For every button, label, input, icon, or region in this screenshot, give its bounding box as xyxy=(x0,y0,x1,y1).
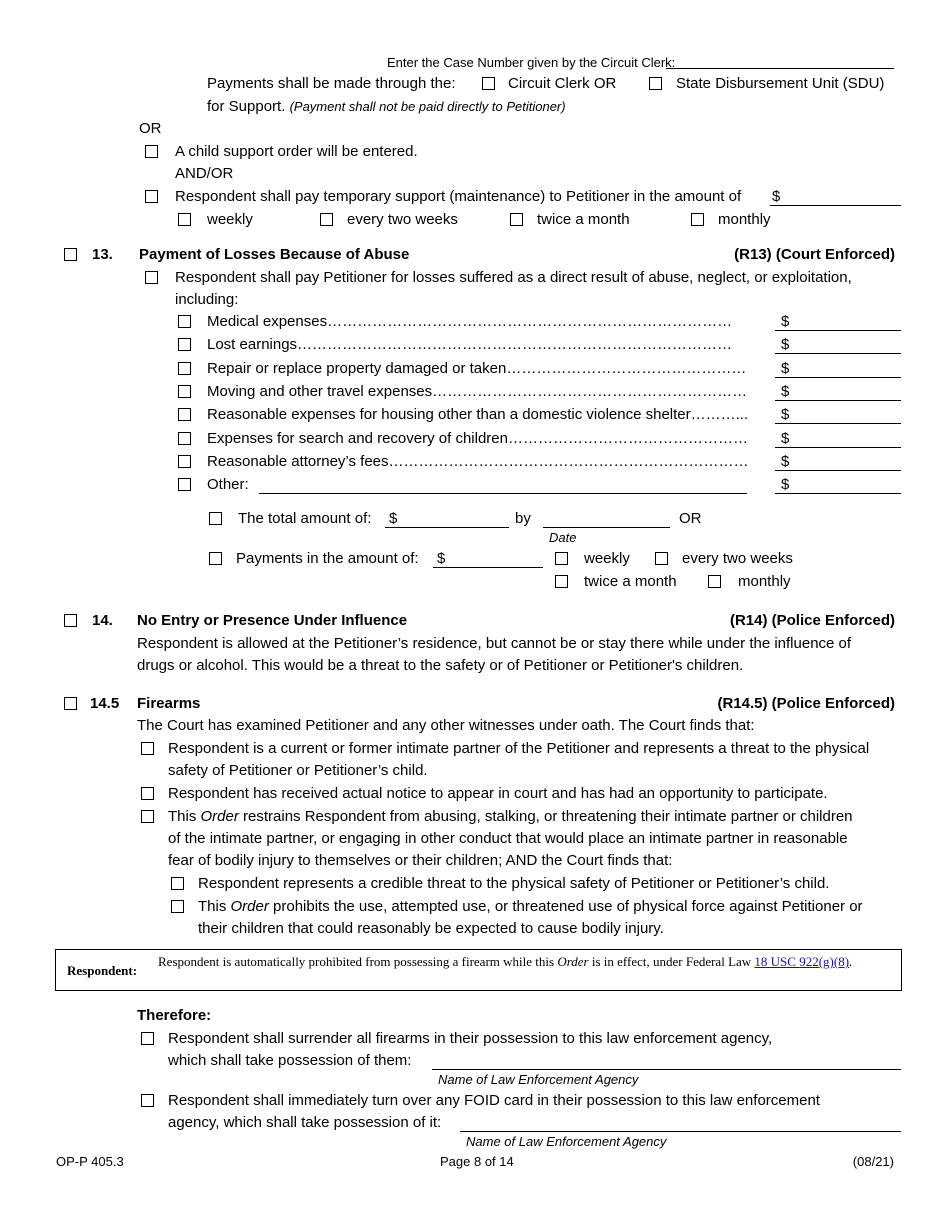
case-number-field[interactable] xyxy=(666,68,894,69)
total-or-label: OR xyxy=(679,510,702,527)
temp-monthly-label: monthly xyxy=(718,211,771,228)
loss-item-amount-field[interactable] xyxy=(775,353,901,354)
finding-5-line2: their children that could reasonably be expected to cause bodily injury. xyxy=(198,920,664,937)
loss-item-label: Lost earnings…………………………………………………………………………… xyxy=(207,336,733,353)
firearms-intro: The Court has examined Petitioner and any other witnesses under oath. The Court finds that: xyxy=(137,717,755,734)
loss-item-label: Reasonable attorney’s fees……………………………………………………………… xyxy=(207,453,749,470)
losses-intro-line1: Respondent shall pay Petitioner for losses suffered as a direct result of abuse, neglect, or exploitation, xyxy=(175,269,852,286)
finding-3-this: This xyxy=(168,808,197,825)
finding-4-checkbox[interactable] xyxy=(171,877,184,890)
section-13-tag: (R13) (Court Enforced) xyxy=(734,246,895,263)
surrender-line2: which shall take possession of them: xyxy=(168,1052,412,1069)
temp-support-amount-field[interactable] xyxy=(770,205,901,206)
circuit-clerk-label: Circuit Clerk OR xyxy=(508,75,617,92)
section-14-number: 14. xyxy=(92,612,113,629)
loss-item-dollar: $ xyxy=(781,336,790,353)
foid-line1: Respondent shall immediately turn over any FOID card in their possession to this law enforcement xyxy=(168,1092,820,1109)
loss-item-dollar: $ xyxy=(781,453,790,470)
sdu-checkbox[interactable] xyxy=(649,77,662,90)
temp-weekly-checkbox[interactable] xyxy=(178,213,191,226)
finding-5-checkbox[interactable] xyxy=(171,900,184,913)
temp-monthly-checkbox[interactable] xyxy=(691,213,704,226)
revision-date: (08/21) xyxy=(852,1154,894,1169)
payments-amount-field[interactable] xyxy=(433,567,543,568)
loss-item-dollar: $ xyxy=(781,406,790,423)
loss-item-amount-field[interactable] xyxy=(775,400,901,401)
loss-item-dollar: $ xyxy=(781,383,790,400)
temp-weekly-label: weekly xyxy=(207,211,253,228)
usc-link-part1: 18 USC xyxy=(754,954,796,969)
loss-item-amount-field[interactable] xyxy=(775,493,901,494)
loss-item-checkbox[interactable] xyxy=(178,432,191,445)
payment-note: (Payment shall not be paid directly to Petitioner) xyxy=(289,99,566,114)
child-support-text: A child support order will be entered. xyxy=(175,143,418,160)
loss-item-dollar: $ xyxy=(781,430,790,447)
usc-link[interactable] xyxy=(754,954,849,969)
finding-1-checkbox[interactable] xyxy=(141,742,154,755)
loss-item-amount-field[interactable] xyxy=(775,423,901,424)
notice-text xyxy=(158,954,858,970)
agency-field-1[interactable] xyxy=(432,1069,901,1070)
agency-label-2: Name of Law Enforcement Agency xyxy=(466,1134,667,1149)
finding-3-checkbox[interactable] xyxy=(141,810,154,823)
loss-item-amount-field[interactable] xyxy=(775,447,901,448)
section-14-title: No Entry or Presence Under Influence xyxy=(137,612,408,629)
loss-item-label: Repair or replace property damaged or taken………………………………………… xyxy=(207,360,747,377)
total-by-label: by xyxy=(515,510,531,527)
finding-5-line1 xyxy=(198,898,863,916)
losses-checkbox[interactable] xyxy=(145,271,158,284)
for-support-line xyxy=(207,98,566,116)
date-label: Date xyxy=(549,530,577,545)
total-date-field[interactable] xyxy=(543,527,670,528)
payments-amount-dollar: $ xyxy=(437,550,446,567)
loss-item-dollar: $ xyxy=(781,360,790,377)
temp-support-dollar: $ xyxy=(772,188,781,205)
total-amount-field[interactable] xyxy=(385,527,509,528)
temp-twice-month-checkbox[interactable] xyxy=(510,213,523,226)
loss-item-label: Reasonable expenses for housing other than a domestic violence shelter………... xyxy=(207,406,749,423)
loss-weekly-checkbox[interactable] xyxy=(555,552,568,565)
notice-order: Order xyxy=(557,954,589,969)
temp-every-two-weeks-label: every two weeks xyxy=(347,211,458,228)
finding-3-order: Order xyxy=(200,808,239,825)
section-14-5-title: Firearms xyxy=(137,695,201,712)
loss-item-label: Other: xyxy=(207,476,249,493)
loss-item-label: Expenses for search and recovery of children………………………………………… xyxy=(207,430,748,447)
finding-5-this: This xyxy=(198,898,227,915)
finding-2-text: Respondent has received actual notice to appear in court and has had an opportunity to participate. xyxy=(168,785,828,802)
payments-amount-label: Payments in the amount of: xyxy=(236,550,419,567)
or-text: OR xyxy=(139,120,162,137)
agency-field-2[interactable] xyxy=(460,1131,901,1132)
section-14-5-number: 14.5 xyxy=(90,695,120,712)
case-number-label: Enter the Case Number given by the Circuit Clerk: xyxy=(387,55,676,70)
foid-card-checkbox[interactable] xyxy=(141,1094,154,1107)
loss-item-checkbox[interactable] xyxy=(178,385,191,398)
therefore-title: Therefore: xyxy=(137,1007,212,1024)
loss-item-checkbox[interactable] xyxy=(178,478,191,491)
loss-every-two-weeks-label: every two weeks xyxy=(682,550,793,567)
finding-3-line2: of the intimate partner, or engaging in other conduct that would place an intimate partner in reasonable xyxy=(168,830,848,847)
loss-item-dollar: $ xyxy=(781,313,790,330)
foid-line2: agency, which shall take possession of it: xyxy=(168,1114,442,1131)
section-14-line1: Respondent is allowed at the Petitioner’s residence, but cannot be or stay there while under the influence of xyxy=(137,635,852,652)
section-14-tag: (R14) (Police Enforced) xyxy=(729,612,895,629)
loss-every-two-weeks-checkbox[interactable] xyxy=(655,552,668,565)
loss-monthly-label: monthly xyxy=(738,573,791,590)
loss-item-checkbox[interactable] xyxy=(178,408,191,421)
loss-item-dollar: $ xyxy=(781,476,790,493)
notice-period: . xyxy=(849,954,853,969)
page-number: Page 8 of 14 xyxy=(440,1154,514,1169)
section-13-title: Payment of Losses Because of Abuse xyxy=(139,246,410,263)
finding-5-order: Order xyxy=(230,898,269,915)
finding-2-checkbox[interactable] xyxy=(141,787,154,800)
payments-amount-checkbox[interactable] xyxy=(209,552,222,565)
loss-twice-month-label: twice a month xyxy=(584,573,677,590)
section-14-5-checkbox[interactable] xyxy=(64,697,77,710)
respondent-notice-box xyxy=(55,949,902,991)
section-14-5-tag: (R14.5) (Police Enforced) xyxy=(717,695,895,712)
circuit-clerk-checkbox[interactable] xyxy=(482,77,495,90)
loss-item-checkbox[interactable] xyxy=(178,455,191,468)
other-description-field[interactable] xyxy=(259,493,747,494)
child-support-checkbox[interactable] xyxy=(145,145,158,158)
sdu-label: State Disbursement Unit (SDU) xyxy=(676,75,885,92)
loss-item-amount-field[interactable] xyxy=(775,330,901,331)
total-amount-checkbox[interactable] xyxy=(209,512,222,525)
temp-every-two-weeks-checkbox[interactable] xyxy=(320,213,333,226)
finding-3-rest: restrains Respondent from abusing, stalking, or threatening their intimate partner or children xyxy=(243,808,853,825)
form-id: OP-P 405.3 xyxy=(56,1154,124,1169)
finding-3-line1 xyxy=(168,808,853,826)
section-14-line2: drugs or alcohol. This would be a threat to the safety or of Petitioner or Petitioner's children. xyxy=(137,657,744,674)
loss-item-checkbox[interactable] xyxy=(178,362,191,375)
loss-weekly-label: weekly xyxy=(584,550,630,567)
notice-label: Respondent: xyxy=(67,963,138,978)
finding-4-text: Respondent represents a credible threat to the physical safety of Petitioner or Petitioner’s child. xyxy=(198,875,830,892)
total-amount-label: The total amount of: xyxy=(238,510,372,527)
notice-text-b: is in effect, under Federal Law xyxy=(591,954,752,969)
loss-item-label: Moving and other travel expenses……………………………………………………… xyxy=(207,383,748,400)
agency-label-1: Name of Law Enforcement Agency xyxy=(438,1072,639,1087)
section-13-checkbox[interactable] xyxy=(64,248,77,261)
temp-support-checkbox[interactable] xyxy=(145,190,158,203)
total-amount-dollar: $ xyxy=(389,510,398,527)
finding-5-rest: prohibits the use, attempted use, or threatened use of physical force against Petitioner or xyxy=(273,898,863,915)
section-13-number: 13. xyxy=(92,246,113,263)
loss-item-amount-field[interactable] xyxy=(775,377,901,378)
usc-link-part2: 922(g)(8) xyxy=(799,954,850,969)
loss-twice-month-checkbox[interactable] xyxy=(555,575,568,588)
and-or-text: AND/OR xyxy=(175,165,234,182)
loss-item-amount-field[interactable] xyxy=(775,470,901,471)
section-14-checkbox[interactable] xyxy=(64,614,77,627)
notice-text-a: Respondent is automatically prohibited from possessing a firearm while this xyxy=(158,954,555,969)
payments-through-label: Payments shall be made through the: xyxy=(207,75,456,92)
loss-item-label: Medical expenses……………………………………………………………………… xyxy=(207,313,733,330)
temp-support-text: Respondent shall pay temporary support (maintenance) to Petitioner in the amount of xyxy=(175,188,742,205)
losses-intro-line2: including: xyxy=(175,291,239,308)
temp-twice-month-label: twice a month xyxy=(537,211,630,228)
finding-1-line1: Respondent is a current or former intimate partner of the Petitioner and represents a threat to the physical xyxy=(168,740,870,757)
loss-item-checkbox[interactable] xyxy=(178,338,191,351)
finding-3-line3: fear of bodily injury to themselves or their children; AND the Court finds that: xyxy=(168,852,673,869)
surrender-firearms-checkbox[interactable] xyxy=(141,1032,154,1045)
for-support-text: for Support. xyxy=(207,98,286,115)
surrender-line1: Respondent shall surrender all firearms in their possession to this law enforcement agency, xyxy=(168,1030,773,1047)
loss-item-checkbox[interactable] xyxy=(178,315,191,328)
loss-monthly-checkbox[interactable] xyxy=(708,575,721,588)
finding-1-line2: safety of Petitioner or Petitioner’s child. xyxy=(168,762,428,779)
